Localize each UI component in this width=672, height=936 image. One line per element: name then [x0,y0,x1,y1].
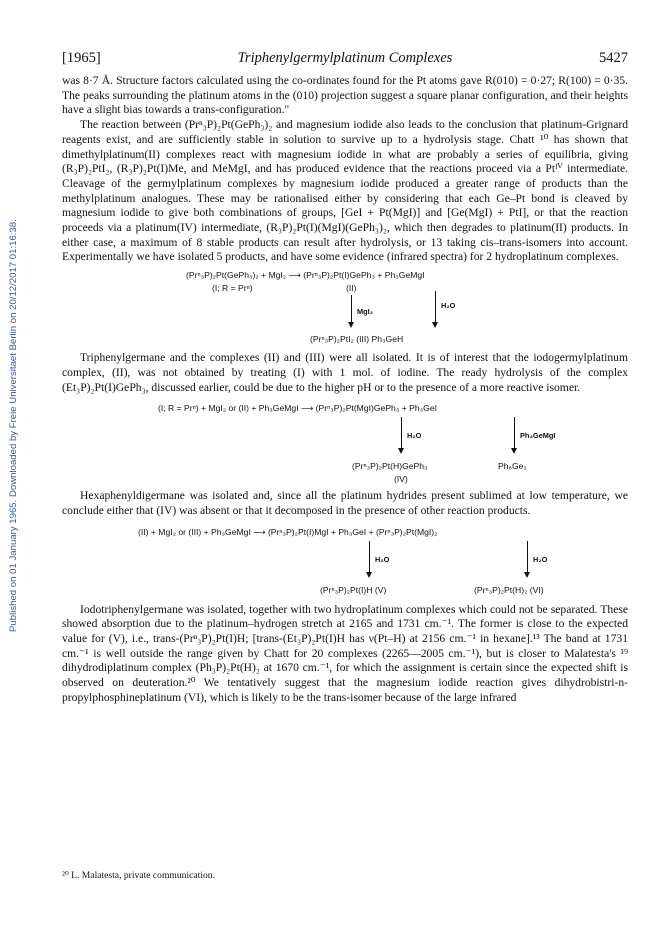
paragraph-1: was 8·7 Å. Structure factors calculated using the co-ordinates found for the Pt atoms gave R(010) = 0·27; R(100) = 0·35. The peaks surrounding the platinum atoms in the (010) projection suggest a square planar configuration, and their heights have a slight bias towards a trans-configuration." [62,74,628,117]
scheme3-equation: (II) + MgI₂ or (III) + Ph₃GeMgI ⟶ (Prⁿ₃P)₂Pt(I)MgI + Ph₃GeI + (Prⁿ₃P)₂Pt(MgI)₂ [138,526,438,537]
scheme2-arrow-a-label: H₂O [407,431,422,441]
scheme3-product-vi: (Prⁿ₃P)₂Pt(H)₂ (VI) [474,584,544,595]
scheme2-arrowhead-a [398,448,404,454]
publication-stamp: Published on 01 January 1965. Downloaded by Freie Universitaet Berlin on 20/12/2017 01:16:38. [8,219,19,632]
header-title: Triphenylgermylplatinum Complexes [237,50,453,66]
scheme1-arrow-a [351,295,352,323]
scheme2-equation: (I; R = Prⁿ) + MgI₂ or (II) + Ph₃GeMgI ⟶ (Prⁿ₃P)₂Pt(MgI)GePh₃ + Ph₃GeI [158,403,437,414]
scheme2-arrowhead-b [511,448,517,454]
scheme2-arrow-b-label: Ph₃GeMgI [520,431,556,441]
scheme1-equation: (Prⁿ₃P)₂Pt(GePh₃)₂ + MgI₂ ⟶ (Prⁿ₃P)₂Pt(I)GePh₃ + Ph₃GeMgI [186,270,425,281]
scheme1-label-i: (I; R = Prⁿ) [212,283,253,294]
reaction-scheme-3 [62,519,628,603]
reaction-scheme-2 [62,395,628,489]
scheme1-arrow-b-label: H₂O [441,301,456,311]
scheme1-arrow-b [435,291,436,323]
scheme1-arrow-a-label: MgI₂ [357,307,374,317]
scheme1-products: (Prⁿ₃P)₂PtI₂ (III) Ph₃GeH [310,334,404,345]
scheme2-arrow-b [514,417,515,449]
article-body [62,74,628,706]
running-header [62,50,628,68]
scheme2-arrow-a [401,417,402,449]
paragraph-4: Hexaphenyldigermane was isolated and, since all the platinum hydrides present sublimed at low temperature, we conclude either that (IV) was absent or that it decomposed in the presence of other reaction products. [62,489,628,517]
scheme3-arrow-a [369,541,370,573]
scheme3-product-v: (Prⁿ₃P)₂Pt(I)H (V) [320,584,387,595]
scheme3-arrowhead-b [524,572,530,578]
reaction-scheme-1 [62,265,628,351]
scheme3-arrow-b [527,541,528,573]
footnote [62,870,628,881]
scheme1-arrowhead-b [432,322,438,328]
scheme3-arrow-b-label: H₂O [533,554,548,564]
paragraph-3: Triphenylgermane and the complexes (II) and (III) were all isolated. It is of interest that the iodogermylplatinum complex, (II), was not obtained by treating (I) with 1 mol. of iodine. The ready hydrolysis of the complex (Et₃P)₂Pt(I)GePh₃, discussed earlier, could be due to the higher pH or to the presence of a more reactive isomer. [62,351,628,394]
scheme2-label-iv: (IV) [394,474,408,485]
paragraph-2: The reaction between (Prⁿ₃P)₂Pt(GePh₃)₂ and magnesium iodide also leads to the conclusion that platinum-Grignard reagents exist, and are sufficiently stable in solution to survive up to a hydrolysis stage. Chatt ¹⁰ has shown that dimethylplatinum(II) complexes react with magnesium iodide in what are probably a series of equilibria, giving (R₃P)₂PtI₂, (R₃P)₂Pt(I)Me, and MeMgI, and has produced evidence that the reactions proceed via a Ptᴵⱽ intermediate. Cleavage of the germylplatinum complexes by magnesium iodide produced a greater range of products than the methylplatinum analogues. These may be rationalised either by considering that each Ge–Pt bond is cleaved by magnesium iodide to give both combinations of groups, [GeI + Pt(MgI)] and [Ge(MgI) + PtI], or that the reaction proceeds via a platinum(IV) intermediate, (R₃P)₂Pt(I)(MgI)(GePh₃)₂, which then degrades to platinum(II) products. In either case, a maximum of 8 stable products can result after hydrolysis, or 13 taking cis–trans-isomers into account. Experimentally we have isolated 5 products, and have some evidence (infrared spectra) for 2 hydroplatinum complexes. [62,118,628,264]
scheme3-arrowhead-a [366,572,372,578]
footnote-text: ²⁰ L. Malatesta, private communication. [62,870,215,881]
scheme3-arrow-a-label: H₂O [375,554,390,564]
page-number: 5427 [599,50,628,66]
scheme2-product-b: Ph₆Ge₂ [498,461,527,472]
paragraph-5: Iodotriphenylgermane was isolated, together with two hydroplatinum complexes which could not be separated. These showed absorption due to the platinum–hydrogen stretch at 2165 and 1731 cm.⁻¹. The former is close to the expected value for (V), i.e., trans-(Prⁿ₃P)₂Pt(I)H; [trans-(Et₃P)₂Pt(I)H has ν(Pt–H) at 2156 cm.⁻¹ in hexane].¹³ The band at 1731 cm.⁻¹ is well outside the range given by Chatt for 20 complexes (2265—2005 cm.⁻¹), but is closer to Malatesta's ¹⁹ dihydrodiplatinum complex (Ph₃P)₂Pt(H)₂ at 1670 cm.⁻¹, for which the assignment is certain since the expected shift is observed on deuteration.²⁰ We tentatively suggest that the magnesium iodide reaction gives dihydrobistri-n-propylphosphineplatinum (VI), which is likely to be the trans-isomer because of the large infrared [62,602,628,704]
scheme1-label-ii: (II) [346,283,357,294]
header-year: [1965] [62,50,101,66]
scheme2-product-a: (Prⁿ₃P)₂Pt(H)GePh₃ [352,461,428,472]
scheme1-arrowhead-a [348,322,354,328]
